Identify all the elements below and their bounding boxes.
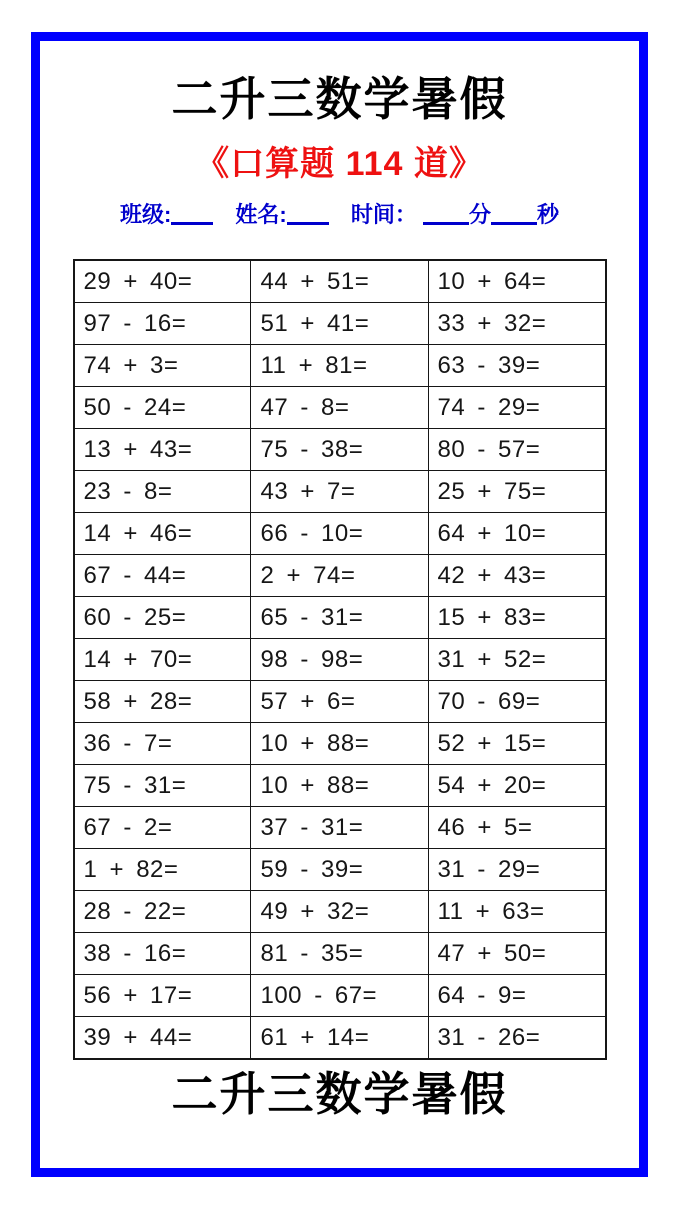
problem-row: [74, 975, 606, 1017]
problem-cell: 52 + 15=: [428, 723, 606, 765]
problem-row: [74, 1017, 606, 1060]
problem-cell: 54 + 20=: [428, 765, 606, 807]
name-field: [235, 202, 328, 227]
problem-cell: 15 + 83=: [428, 597, 606, 639]
problem-cell: 56 + 17=: [74, 975, 251, 1017]
problem-cell: 37 - 31=: [251, 807, 428, 849]
problem-cell: 61 + 14=: [251, 1017, 428, 1060]
problem-cell: 47 + 50=: [428, 933, 606, 975]
problem-cell: 58 + 28=: [74, 681, 251, 723]
page-frame: [31, 32, 648, 1177]
problem-cell: 44 + 51=: [251, 260, 428, 303]
problem-cell: 74 + 3=: [74, 345, 251, 387]
problem-row: [74, 597, 606, 639]
problem-cell: 11 + 63=: [428, 891, 606, 933]
problem-cell: 67 - 44=: [74, 555, 251, 597]
problem-row: [74, 513, 606, 555]
worksheet: [40, 41, 639, 1168]
problem-row: [74, 429, 606, 471]
name-label: 姓名:: [235, 202, 287, 227]
problem-cell: 2 + 74=: [251, 555, 428, 597]
problem-row: [74, 849, 606, 891]
problem-cell: 63 - 39=: [428, 345, 606, 387]
problem-row: [74, 681, 606, 723]
problem-row: [74, 807, 606, 849]
problem-cell: 64 + 10=: [428, 513, 606, 555]
problem-cell: 66 - 10=: [251, 513, 428, 555]
time-minutes-blank: [423, 220, 469, 225]
problem-cell: 74 - 29=: [428, 387, 606, 429]
problem-row: [74, 639, 606, 681]
problem-cell: 14 + 70=: [74, 639, 251, 681]
problem-cell: 100 - 67=: [251, 975, 428, 1017]
problem-row: [74, 555, 606, 597]
student-info-line: [112, 200, 567, 230]
worksheet-title: 二升三数学暑假: [171, 73, 508, 125]
time-field: [351, 202, 559, 227]
problem-cell: 67 - 2=: [74, 807, 251, 849]
problem-cell: 38 - 16=: [74, 933, 251, 975]
problem-cell: 75 - 38=: [251, 429, 428, 471]
problem-row: [74, 891, 606, 933]
problem-row: [74, 260, 606, 303]
problem-cell: 97 - 16=: [74, 303, 251, 345]
problem-row: [74, 765, 606, 807]
class-field: [120, 202, 213, 227]
problem-cell: 33 + 32=: [428, 303, 606, 345]
problem-cell: 70 - 69=: [428, 681, 606, 723]
problem-cell: 49 + 32=: [251, 891, 428, 933]
problem-cell: 75 - 31=: [74, 765, 251, 807]
minutes-unit-label: 分: [469, 202, 492, 227]
problem-cell: 57 + 6=: [251, 681, 428, 723]
problem-row: [74, 303, 606, 345]
problem-cell: 51 + 41=: [251, 303, 428, 345]
problem-cell: 29 + 40=: [74, 260, 251, 303]
problem-cell: 36 - 7=: [74, 723, 251, 765]
problem-cell: 31 - 29=: [428, 849, 606, 891]
problem-cell: 43 + 7=: [251, 471, 428, 513]
problem-cell: 81 - 35=: [251, 933, 428, 975]
class-label: 班级:: [119, 202, 172, 227]
problem-cell: 23 - 8=: [74, 471, 251, 513]
problem-cell: 25 + 75=: [428, 471, 606, 513]
problem-cell: 60 - 25=: [74, 597, 251, 639]
problem-cell: 1 + 82=: [74, 849, 251, 891]
problem-cell: 28 - 22=: [74, 891, 251, 933]
problem-row: [74, 345, 606, 387]
problem-cell: 10 + 64=: [428, 260, 606, 303]
problem-row: [74, 471, 606, 513]
problem-cell: 46 + 5=: [428, 807, 606, 849]
problem-cell: 31 - 26=: [428, 1017, 606, 1060]
time-label: 时间：: [350, 202, 417, 227]
time-seconds-blank: [491, 220, 537, 225]
problem-cell: 39 + 44=: [74, 1017, 251, 1060]
problem-cell: 80 - 57=: [428, 429, 606, 471]
problem-cell: 13 + 43=: [74, 429, 251, 471]
problem-cell: 14 + 46=: [74, 513, 251, 555]
problems-table-body: [74, 260, 606, 1059]
problem-cell: 31 + 52=: [428, 639, 606, 681]
problem-cell: 59 - 39=: [251, 849, 428, 891]
problem-cell: 98 - 98=: [251, 639, 428, 681]
problem-row: [74, 933, 606, 975]
footer-title: 二升三数学暑假: [171, 1068, 508, 1120]
problem-cell: 42 + 43=: [428, 555, 606, 597]
problem-row: [74, 387, 606, 429]
problem-cell: 11 + 81=: [251, 345, 428, 387]
name-blank: [287, 220, 329, 225]
problem-row: [74, 723, 606, 765]
worksheet-subtitle: 《口算题 114 道》: [195, 145, 484, 183]
problem-cell: 50 - 24=: [74, 387, 251, 429]
problem-cell: 65 - 31=: [251, 597, 428, 639]
problem-cell: 10 + 88=: [251, 723, 428, 765]
seconds-unit-label: 秒: [537, 202, 560, 227]
problems-table: [73, 259, 607, 1060]
problem-cell: 64 - 9=: [428, 975, 606, 1017]
problem-cell: 47 - 8=: [251, 387, 428, 429]
problem-cell: 10 + 88=: [251, 765, 428, 807]
class-blank: [171, 220, 213, 225]
